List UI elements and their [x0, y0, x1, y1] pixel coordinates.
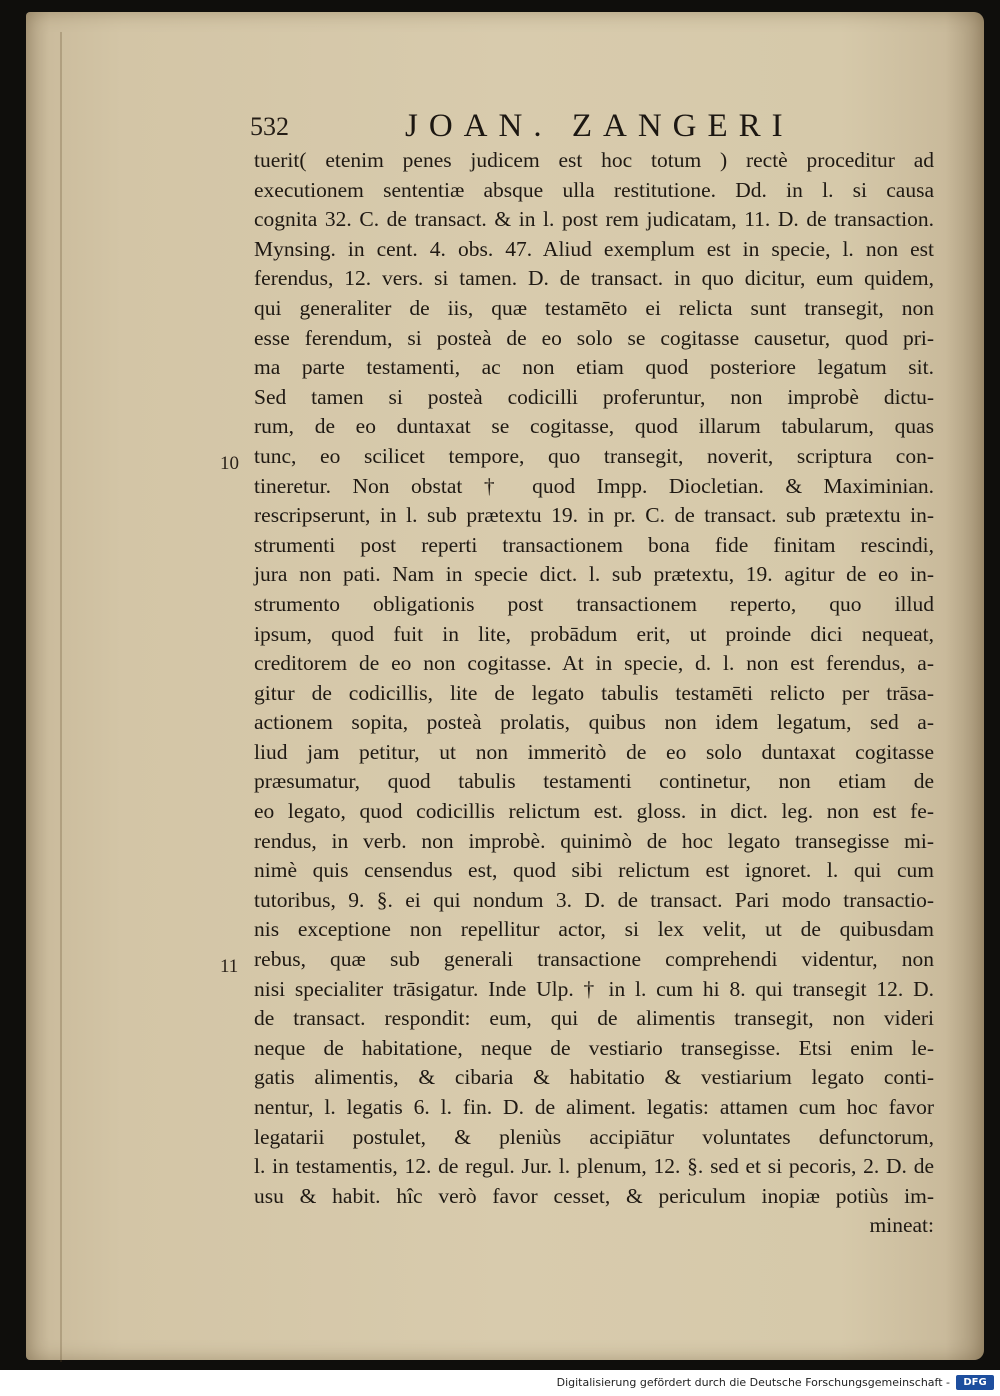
text-line: Sed tamen si posteà codicilli proferuntur, non improbè dictu- — [254, 384, 934, 409]
text-line: ipsum, quod fuit in lite, probādum erit, ut proinde dici nequeat, — [254, 621, 934, 646]
text-line: neque de habitatione, neque de vestiario transegisse. Etsi enim le- — [254, 1035, 934, 1060]
text-line: actionem sopita, posteà prolatis, quibus non idem legatum, sed a- — [254, 710, 934, 735]
funding-notice: Digitalisierung gefördert durch die Deutsche Forschungsgemeinschaft - — [556, 1376, 950, 1389]
text-line: nisi specialiter trāsigatur. Inde Ulp. † in l. cum hi 8. qui transegit 12. D. — [254, 976, 934, 1001]
text-line: nimè quis censendus est, quod sibi relictum est ignoret. l. qui cum — [254, 858, 934, 883]
text-line: executionem sententiæ absque ulla restitutione. Dd. in l. si causa — [254, 177, 934, 202]
running-head: JOAN. ZANGERI — [405, 108, 794, 144]
text-line: ferendus, 12. vers. si tamen. D. de transact. in quo dicitur, eum quidem, — [254, 266, 934, 291]
page-number: 532 — [250, 112, 289, 141]
text-line: creditorem de eo non cogitasse. At in specie, d. l. non est ferendus, a- — [254, 651, 934, 676]
text-line: de transact. respondit: eum, qui de alimentis transegit, non videri — [254, 1006, 934, 1031]
text-line: rebus, quæ sub generali transactione comprehendi videntur, non — [254, 947, 934, 972]
text-line: usu & habit. hîc verò favor cesset, & periculum inopiæ potiùs im- — [254, 1183, 934, 1208]
footer-bar — [0, 1370, 1000, 1396]
text-line: gitur de codicillis, lite de legato tabulis testamēti relicto per trāsa- — [254, 680, 934, 705]
text-line: esse ferendum, si posteà de eo solo se cogitasse causetur, quod pri- — [254, 325, 934, 350]
text-line: legatarii postulet, & pleniùs accipiātur voluntates defunctorum, — [254, 1124, 934, 1149]
text-line: ma parte testamenti, ac non etiam quod posteriore legatum sit. — [254, 355, 934, 380]
text-line: l. in testamentis, 12. de regul. Jur. l. plenum, 12. §. sed et si pecoris, 2. D. de — [254, 1154, 934, 1179]
text-line: Mynsing. in cent. 4. obs. 47. Aliud exemplum est in specie, l. non est — [254, 236, 934, 261]
text-line: præsumatur, quod tabulis testamenti continetur, non etiam de — [254, 769, 934, 794]
text-line: mineat: — [869, 1213, 934, 1238]
margin-number-11: 11 — [220, 956, 239, 977]
text-line: liud jam petitur, ut non immeritò de eo solo duntaxat cogitasse — [254, 739, 934, 764]
text-line: jura non pati. Nam in specie dict. l. sub prætextu, 19. agitur de eo in- — [254, 562, 934, 587]
text-line: qui generaliter de iis, quæ testamēto ei relicta sunt transegit, non — [254, 295, 934, 320]
text-line: nis exceptione non repellitur actor, si lex velit, ut de quibusdam — [254, 917, 934, 942]
text-line: cognita 32. C. de transact. & in l. post rem judicatam, 11. D. de transaction. — [254, 207, 934, 232]
text-line: rendus, in verb. non improbè. quinimò de hoc legato transegisse mi- — [254, 828, 934, 853]
body-text — [254, 146, 934, 1241]
text-line: nentur, l. legatis 6. l. fin. D. de aliment. legatis: attamen cum hoc favor — [254, 1095, 934, 1119]
text-line: tineretur. Non obstat † quod Impp. Diocletian. & Maximinian. — [254, 473, 934, 498]
text-line: tuerit( etenim penes judicem est hoc totum ) rectè proceditur ad — [254, 148, 934, 172]
text-line: rescripserunt, in l. sub prætextu 19. in pr. C. de transact. sub prætextu in- — [254, 503, 934, 528]
text-line: gatis alimentis, & cibaria & habitatio & vestiarium legato conti- — [254, 1065, 934, 1090]
dfg-logo: DFG — [956, 1375, 994, 1390]
page-gutter-shadow — [60, 32, 62, 1362]
text-line: strumento obligationis post transactionem reperto, quo illud — [254, 591, 934, 616]
text-line: tunc, eo scilicet tempore, quo transegit, noverit, scriptura con- — [254, 443, 934, 468]
text-line: rum, de eo duntaxat se cogitasse, quod illarum tabularum, quas — [254, 414, 934, 439]
text-line: eo legato, quod codicillis relictum est. gloss. in dict. leg. non est fe- — [254, 799, 934, 824]
margin-number-10: 10 — [220, 453, 239, 474]
text-line: tutoribus, 9. §. ei qui nondum 3. D. de transact. Pari modo transactio- — [254, 887, 934, 912]
text-line: strumenti post reperti transactionem bona fide finitam rescindi, — [254, 532, 934, 557]
